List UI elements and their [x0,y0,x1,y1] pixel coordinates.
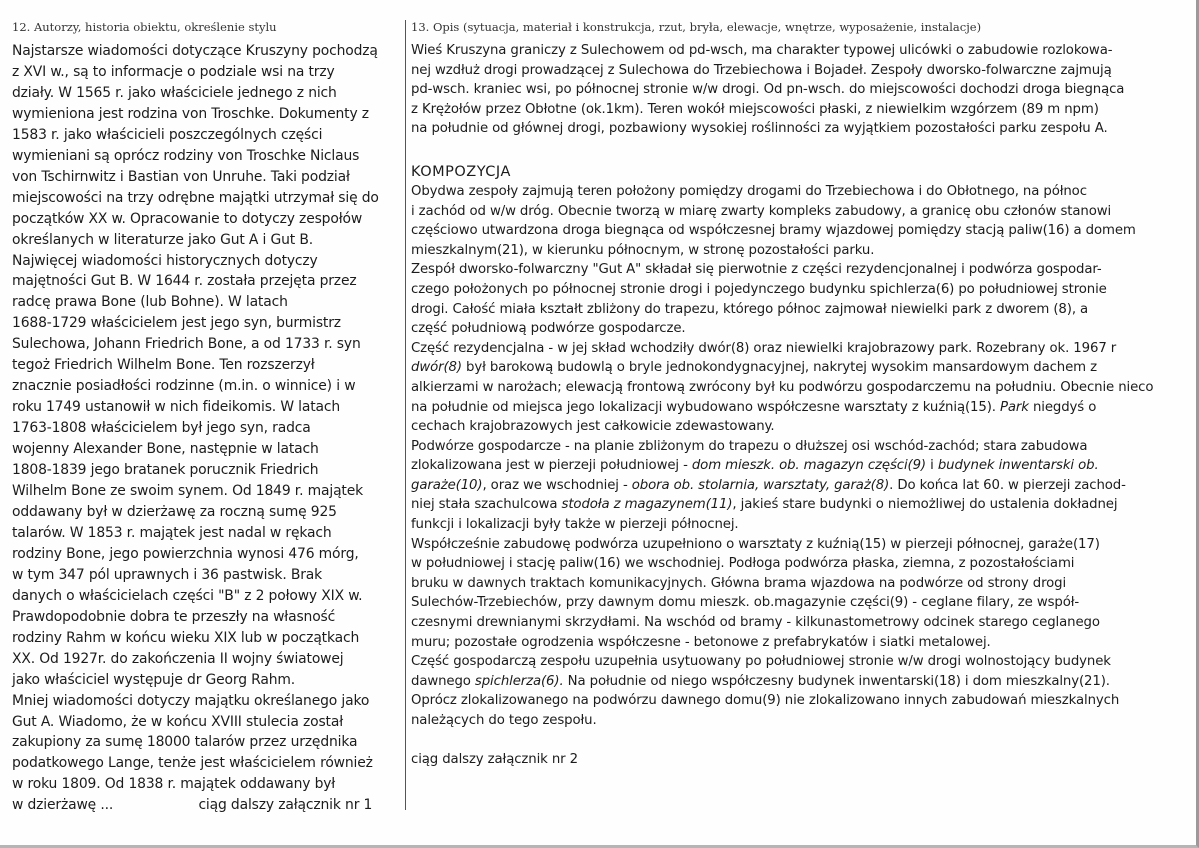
text-line-garaze [411,476,1187,496]
history-line: podatkowego Lange, tenże jest właścicielem również [12,755,373,772]
history-line: von Tschirnwitz i Bastian von Unruhe. Taki podział [12,168,350,185]
column-divider [405,20,406,810]
stodola-c: , jakieś stare budynki o niemożliwej do ustalenia dokładnej [732,497,1118,513]
composition-line: bruku w dawnych traktach komunikacyjnych. Główna brama wjazdowa na podwórze od strony drogi [411,575,1067,591]
history-line: znacznie posiadłości rodzinne (m.in. o winnice) i w [12,378,356,395]
stodola-a: niej stała szachulcowa [411,497,562,513]
spichlerz-a: dawnego [411,673,475,689]
text-line-park [411,398,1187,418]
history-line: tegoż Friedrich Wilhelm Bone. Ten rozszerzył [12,357,315,374]
composition-line: w południowej i stację paliw(16) we wschodniej. Podłoga podwórza płaska, ziemna, z pozostałościami [411,556,1075,572]
composition-line: czesnymi drewnianymi skrzydłami. Na wschód od bramy - kilkunastometrowy odcinek starego ceglanego [411,615,1100,631]
park-pre: na południe od miejsca jego lokalizacji wybudowano współczesne warsztaty z kuźnią(15). [411,399,1000,415]
continuation-note-2: ciąg dalszy załącznik nr 2 [411,751,578,767]
history-line: Prawdopodobnie dobra te przeszły na własność [12,608,336,625]
composition-text-4 [411,515,1187,672]
history-line: 1583 r. jako właścicieli poszczególnych części [12,126,323,143]
history-line: talarów. W 1853 r. majątek jest nadal w rękach [12,524,332,541]
park-italic: Park [1000,399,1029,415]
composition-line: drogi. Całość miała kształt zbliżony do trapezu, którego północ zajmował niewielki park z dworem (8), a [411,301,1089,317]
history-line: miejscowości na trzy odrębne majątki utrzymał się do [12,189,379,206]
composition-line: funkcji i lokalizacji były także w pierzeji północnej. [411,517,739,533]
dwor-italic: dwór(8) [411,360,462,376]
text-line-stodola [411,495,1187,515]
composition-line: Część rezydencjalna - w jej skład wchodziły dwór(8) oraz niewielki krajobrazowy park. Rozebrany ok. 1967 r [411,340,1117,356]
dwor-rest: był barokową budowlą o bryle jednokondygnacyjnej, nakrytej wysokim mansardowym dachem z [461,360,1097,376]
composition-line: Oprócz zlokalizowanego na podwórzu dawnego domu(9) nie zlokalizowano innych zabudowań mieszkalnych [411,693,1120,709]
situation-text [411,41,1187,139]
continuation-note-1: ciąg dalszy załącznik nr 1 [198,797,373,814]
history-line: wojenny Alexander Bone, następnie w latach [12,441,319,458]
composition-text-5 [411,691,1187,730]
park-post: niegdyś o [1028,399,1097,415]
situation-line: Wieś Kruszyna graniczy z Sulechowem od pd-wsch, ma charakter typowej ulicówki o zabudowie rozlokowa- [411,43,1113,58]
composition-line: i zachód od w/w dróg. Obecnie tworzą w miarę zwarty kompleks zabudowy, a granicę obu członów stanowi [411,203,1112,219]
history-column [12,20,400,816]
history-line: 1763-1808 właścicielem był jego syn, radca [12,420,311,437]
garaze-d: . Do końca lat 60. w pierzeji zachod- [889,477,1126,493]
history-line: Sulechowa, Johann Friedrich Bone, a od 1733 r. syn [12,336,361,353]
history-line: rodziny Bone, jego powierzchnia wynosi 476 mórg, [12,545,359,562]
history-line: 1688-1729 właścicielem jest jego syn, burmistrz [12,315,341,332]
text-line-spichlerz [411,672,1187,692]
pierzeja-d: budynek inwentarski ob. [937,458,1099,474]
situation-line: z Krężołów przez Obłotne (ok.1km). Teren wokół miejscowości płaski, z niewielkim wzgórzem (89 m npm) [411,101,1099,117]
history-line: danych o właścicielach części "B" z 2 połowy XIX w. [12,587,363,604]
history-line: działy. W 1565 r. jako właściciele jednego z nich [12,84,337,101]
section-12-heading: 12. Autorzy, historia obiektu, określenie stylu [12,20,277,34]
composition-line: cechach krajobrazowych jest całkowicie zdewastowany. [411,419,775,435]
history-line: w roku 1809. Od 1838 r. majątek oddawany był [12,776,336,793]
situation-line: pd-wsch. kraniec wsi, po północnej stronie w/w drogi. Od pn-wsch. do miejscowości dochodzi droga biegnąca [411,82,1125,98]
history-last-line-start: w dzierżawę ... [12,797,114,814]
composition-line: częściowo utwardzona droga biegnąca od współczesnej bramy wjazdowej pomiędzy stacją paliw(16) a domem [411,223,1136,239]
composition-line: muru; pozostałe ogrodzenia współczesne - betonowe z prefabrykatów i siatki metalowej. [411,634,991,650]
history-line: rodziny Rahm w końcu wieku XIX lub w początkach [12,629,360,646]
composition-line: alkierzami w narożach; elewacją frontową zwrócony był ku podwórzu gospodarczemu na południu. Obecnie nieco [411,379,1154,395]
history-line: wymieniona jest rodzina von Troschke. Dokumenty z [12,105,369,122]
history-last-line [12,795,400,816]
composition-line: mieszkalnym(21), w kierunku północnym, w stronę pozostałości parku. [411,242,875,258]
spichlerz-b: spichlerza(6). [474,673,564,689]
history-line: zakupiony za sumę 18000 talarów przez urzędnika [12,734,358,751]
stodola-b: stodoła z magazynem(11) [561,497,733,513]
history-text [12,41,400,795]
history-line: oddawany był w dzierżawę za roczną sumę 925 [12,503,337,520]
situation-line: na południe od głównej drogi, pozbawiony wysokiej roślinności za wyjątkiem pozostałości parku zespołu A. [411,121,1108,137]
composition-line: należących do tego zespołu. [411,713,597,728]
history-line: określanych w literaturze jako Gut A i Gut B. [12,231,313,248]
history-line: Najwięcej wiadomości historycznych dotyczy [12,252,318,269]
composition-line: Część gospodarczą zespołu uzupełnia usytuowany po południowej stronie w/w drogi wolnostojący budynek [411,654,1111,670]
composition-text-2 [411,378,1187,398]
composition-line: czego położonych po północnej stronie drogi i pojedynczego budynku spichlerza(6) po południowej stronie [411,281,1107,297]
history-line: początków XX w. Opracowanie to dotyczy zespołów [12,210,363,227]
composition-text-3 [411,417,1187,456]
history-line: roku 1749 ustanowił w nich fideikomis. W latach [12,399,341,416]
history-line: radcę prawa Bone (lub Bohne). W latach [12,294,288,311]
composition-line: Zespół dworsko-folwarczny "Gut A" składał się pierwotnie z części rezydencjonalnej i podwórza gospodar- [411,262,1102,278]
text-line-dwor [411,358,1187,378]
kompozycja-title: KOMPOZYCJA [411,163,511,180]
history-line: jako właściciel występuje dr Georg Rahm. [12,671,296,688]
composition-text-1 [411,182,1187,358]
situation-line: nej wzdłuż drogi prowadzącej z Sulechowa do Trzebiechowa i Bojadeł. Zespoły dworsko-folwarczne zajmują [411,62,1112,78]
history-line: Wilhelm Bone ze swoim synem. Od 1849 r. majątek [12,483,364,500]
history-line: z XVI w., są to informacje o podziale wsi na trzy [12,63,335,80]
garaze-a: garaże(10) [411,477,483,493]
history-line: Mniej wiadomości dotyczy majątku określanego jako [12,692,370,709]
history-line: Najstarsze wiadomości dotyczące Kruszyny pochodzą [12,43,378,59]
pierzeja-b: dom mieszk. ob. magazyn części(9) [691,458,927,474]
composition-line: Sulechów-Trzebiechów, przy dawnym domu mieszk. ob.magazynie części(9) - ceglane filary, ze współ- [411,595,1080,611]
history-line: Gut A. Wiadomo, że w końcu XVIII stulecia został [12,713,344,730]
garaze-c: obora ob. stolarnia, warsztaty, garaż(8) [631,477,890,493]
history-line: 1808-1839 jego bratanek porucznik Friedrich [12,462,319,479]
history-line: w tym 347 pól uprawnych i 36 pastwisk. Brak [12,566,323,583]
history-line: majętności Gut B. W 1644 r. została przejęta przez [12,273,357,290]
pierzeja-a: zlokalizowana jest w pierzeji południowej - [411,458,692,474]
composition-line: Współcześnie zabudowę podwórza uzupełniono o warsztaty z kuźnią(15) w pierzeji północnej, garaże(17) [411,536,1100,552]
spichlerz-c: Na południe od niego współczesny budynek inwentarski(18) i dom mieszkalny(21). [563,673,1110,689]
composition-line: część południową podwórze gospodarcze. [411,321,686,337]
history-line: wymieniani są oprócz rodziny von Troschke Niclaus [12,147,360,164]
composition-line: Obydwa zespoły zajmują teren położony pomiędzy drogami do Trzebiechowa i do Obłotnego, na północ [411,183,1087,199]
pierzeja-c: i [926,458,938,474]
composition-line: Podwórze gospodarcze - na planie zbliżonym do trapezu o dłuższej osi wschód-zachód; stara zabudowa [411,438,1088,454]
description-column [411,20,1187,769]
garaze-b: , oraz we wschodniej - [482,477,632,493]
text-line-pierzeja [411,456,1187,476]
history-line: XX. Od 1927r. do zakończenia II wojny światowej [12,650,344,667]
section-13-heading: 13. Opis (sytuacja, materiał i konstrukcja, rzut, bryła, elewacje, wnętrze, wyposażenie, instalacje) [411,20,982,34]
